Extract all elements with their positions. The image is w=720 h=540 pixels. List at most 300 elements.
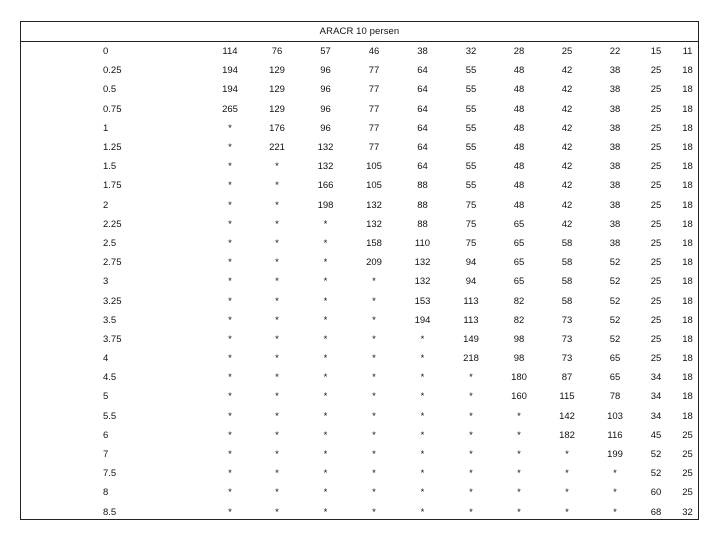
table-cell: 25 <box>650 276 662 288</box>
table-cell: 142 <box>559 410 575 422</box>
table-cell: 48 <box>513 122 525 134</box>
table-cell: 38 <box>609 142 621 154</box>
row-label: 2.75 <box>103 257 122 269</box>
table-cell: 65 <box>609 372 621 384</box>
table-cell: 25 <box>650 161 662 173</box>
table-cell: * <box>275 449 279 461</box>
table-cell: 64 <box>417 65 428 77</box>
table-cell: 45 <box>650 429 662 441</box>
table-cell: * <box>275 410 279 422</box>
table-cell: 132 <box>317 161 334 173</box>
table-cell: 105 <box>366 180 382 192</box>
table-cell: * <box>469 449 473 461</box>
table-cell: * <box>323 218 328 230</box>
row-label: 5.5 <box>103 410 117 422</box>
table-cell: 132 <box>317 142 334 154</box>
table-cell: 57 <box>320 46 331 58</box>
table-cell: 77 <box>368 142 380 154</box>
table-cell: * <box>372 276 376 288</box>
table-row <box>21 176 702 195</box>
table-cell: 180 <box>511 372 527 384</box>
table-cell: * <box>420 468 425 480</box>
row-label: 5 <box>103 391 109 403</box>
table-cell: 58 <box>561 276 573 288</box>
table-cell: * <box>372 391 376 403</box>
table-cell: 25 <box>650 295 662 307</box>
table-row <box>21 387 702 406</box>
table-cell: * <box>228 276 232 288</box>
table-cell: * <box>228 218 232 230</box>
table-cell: 58 <box>561 237 573 249</box>
table-cell: 88 <box>417 199 428 211</box>
table-row <box>21 330 702 349</box>
table-row <box>21 215 702 234</box>
table-cell: * <box>323 314 328 326</box>
row-label: 2.5 <box>103 237 117 249</box>
table-cell: 75 <box>465 218 477 230</box>
table-cell: 129 <box>269 84 285 96</box>
table-cell: 218 <box>463 353 479 365</box>
table-cell: 38 <box>609 218 621 230</box>
row-label: 3 <box>103 276 109 288</box>
table-cell: 25 <box>650 314 662 326</box>
table-cell: * <box>420 353 425 365</box>
table-cell: * <box>469 506 473 518</box>
table-cell: * <box>275 218 279 230</box>
row-label: 8.5 <box>103 506 117 518</box>
table-cell: * <box>323 487 328 499</box>
table-cell: * <box>469 487 473 499</box>
table-row <box>21 138 702 157</box>
table-cell: 18 <box>682 161 693 173</box>
table-row <box>21 426 702 445</box>
table-cell: 38 <box>609 237 621 249</box>
row-label: 0.75 <box>103 103 122 115</box>
table-cell: * <box>517 449 521 461</box>
table-cell: * <box>323 353 328 365</box>
table-cell: * <box>565 487 569 499</box>
table-row <box>21 368 702 387</box>
table-cell: 25 <box>650 142 662 154</box>
table-cell: 18 <box>682 237 693 249</box>
table-cell: 55 <box>465 122 477 134</box>
table-cell: 15 <box>650 46 662 58</box>
table-cell: * <box>323 276 328 288</box>
table-cell: 64 <box>417 161 428 173</box>
table-cell: 34 <box>650 372 662 384</box>
table-cell: * <box>517 487 521 499</box>
table-row <box>21 100 702 119</box>
table-row <box>21 349 702 368</box>
row-label: 3.75 <box>103 333 122 345</box>
table-cell: 129 <box>269 65 285 77</box>
table-cell: 149 <box>463 333 479 345</box>
table-cell: 34 <box>650 410 662 422</box>
table-cell: 129 <box>269 103 285 115</box>
table-cell: 110 <box>414 237 431 249</box>
row-label: 0.5 <box>103 84 117 96</box>
table-cell: * <box>613 506 617 518</box>
table-cell: 58 <box>561 257 573 269</box>
table-cell: * <box>469 468 473 480</box>
row-label: 6 <box>103 429 109 441</box>
table-cell: * <box>228 429 232 441</box>
table-cell: * <box>228 199 232 211</box>
table-cell: * <box>420 449 425 461</box>
table-cell: * <box>228 506 232 518</box>
table-cell: 96 <box>320 65 331 77</box>
table-cell: 73 <box>561 314 573 326</box>
table-cell: 46 <box>368 46 380 58</box>
table-cell: * <box>228 333 232 345</box>
table-cell: 64 <box>417 122 428 134</box>
table-cell: * <box>372 353 376 365</box>
table-cell: 34 <box>650 391 662 403</box>
table-cell: 55 <box>465 65 477 77</box>
table-cell: 38 <box>609 103 621 115</box>
table-cell: * <box>323 506 328 518</box>
row-label: 2 <box>103 199 109 211</box>
table-cell: 60 <box>650 487 662 499</box>
table-cell: 65 <box>513 237 525 249</box>
table-cell: * <box>228 372 232 384</box>
table-cell: * <box>228 257 232 269</box>
table-cell: * <box>275 295 279 307</box>
table-cell: * <box>372 314 376 326</box>
table-cell: 65 <box>609 353 621 365</box>
table-row <box>21 234 702 253</box>
table-cell: * <box>323 295 328 307</box>
table-cell: 48 <box>513 161 525 173</box>
table-cell: 182 <box>559 429 575 441</box>
table-cell: 77 <box>368 84 380 96</box>
row-label: 0 <box>103 46 109 58</box>
table-cell: * <box>275 180 279 192</box>
table-cell: 38 <box>609 65 621 77</box>
table-cell: * <box>613 468 617 480</box>
table-cell: * <box>420 410 425 422</box>
table-cell: * <box>420 506 425 518</box>
row-label: 4.5 <box>103 372 117 384</box>
table-cell: 18 <box>682 410 693 422</box>
table-cell: 265 <box>222 103 238 115</box>
table-cell: 153 <box>414 295 431 307</box>
table-cell: * <box>228 391 232 403</box>
table-cell: 221 <box>269 142 285 154</box>
table-row <box>21 407 702 426</box>
table-cell: * <box>275 257 279 269</box>
table-row <box>21 272 702 291</box>
table-cell: 52 <box>609 333 621 345</box>
table-cell: * <box>323 257 328 269</box>
table-cell: 55 <box>465 84 477 96</box>
table-cell: 42 <box>561 122 573 134</box>
table-cell: 52 <box>609 314 621 326</box>
table-cell: 88 <box>417 218 428 230</box>
table-cell: 96 <box>320 103 331 115</box>
table-row <box>21 311 702 330</box>
table-row <box>21 80 702 99</box>
table-cell: * <box>323 468 328 480</box>
table-cell: 18 <box>682 333 693 345</box>
row-label: 1 <box>103 122 109 134</box>
table-cell: 76 <box>271 46 283 58</box>
table-cell: * <box>372 487 376 499</box>
table-cell: 25 <box>650 65 662 77</box>
table-cell: 77 <box>368 122 380 134</box>
table-cell: * <box>323 372 328 384</box>
table-cell: 25 <box>650 122 662 134</box>
table-cell: * <box>275 161 279 173</box>
table-cell: 18 <box>682 257 693 269</box>
table-cell: 64 <box>417 142 428 154</box>
table-cell: 87 <box>561 372 573 384</box>
table-cell: 25 <box>561 46 573 58</box>
table-cell: * <box>517 410 521 422</box>
table-cell: 55 <box>465 142 477 154</box>
table-row <box>21 503 702 522</box>
table-cell: 42 <box>561 199 573 211</box>
table-cell: 52 <box>650 449 662 461</box>
table-cell: 11 <box>682 46 693 58</box>
table-cell: 32 <box>465 46 477 58</box>
table-cell: * <box>565 449 569 461</box>
table-cell: 132 <box>366 199 382 211</box>
table-cell: * <box>469 391 473 403</box>
table-cell: 52 <box>609 276 621 288</box>
table-cell: 75 <box>465 237 477 249</box>
table-cell: * <box>275 429 279 441</box>
table-cell: * <box>613 487 617 499</box>
table-row <box>21 42 702 61</box>
table-cell: 42 <box>561 161 573 173</box>
table-cell: 78 <box>609 391 621 403</box>
table-cell: * <box>565 506 569 518</box>
table-cell: * <box>228 410 232 422</box>
table-cell: 42 <box>561 84 573 96</box>
table-cell: * <box>323 449 328 461</box>
row-label: 4 <box>103 353 109 365</box>
data-table-frame <box>20 21 699 520</box>
table-cell: * <box>275 372 279 384</box>
table-cell: * <box>372 449 376 461</box>
table-cell: * <box>275 199 279 211</box>
table-cell: 98 <box>513 333 525 345</box>
table-cell: * <box>228 314 232 326</box>
table-cell: * <box>228 122 232 134</box>
table-cell: 113 <box>463 314 479 326</box>
table-cell: 48 <box>513 103 525 115</box>
table-cell: 64 <box>417 103 428 115</box>
table-row <box>21 61 702 80</box>
table-cell: 103 <box>607 410 623 422</box>
table-cell: 25 <box>650 199 662 211</box>
table-cell: 194 <box>222 65 238 77</box>
table-cell: 42 <box>561 218 573 230</box>
row-label: 0.25 <box>103 65 122 77</box>
table-cell: 38 <box>609 161 621 173</box>
table-cell: 132 <box>414 257 431 269</box>
table-cell: 114 <box>222 46 238 58</box>
table-row <box>21 157 702 176</box>
table-cell: * <box>565 468 569 480</box>
table-cell: 75 <box>465 199 477 211</box>
table-cell: 115 <box>559 391 575 403</box>
table-cell: 25 <box>650 218 662 230</box>
table-cell: 25 <box>650 180 662 192</box>
table-cell: * <box>420 333 425 345</box>
table-cell: * <box>228 449 232 461</box>
table-cell: 194 <box>222 84 238 96</box>
table-cell: * <box>420 372 425 384</box>
table-cell: 58 <box>561 295 573 307</box>
table-cell: 68 <box>650 506 662 518</box>
table-cell: 18 <box>682 218 693 230</box>
table-cell: * <box>372 372 376 384</box>
table-cell: 166 <box>317 180 334 192</box>
table-cell: 65 <box>513 276 525 288</box>
table-cell: * <box>228 468 232 480</box>
table-cell: * <box>228 180 232 192</box>
table-cell: 18 <box>682 199 693 211</box>
table-cell: * <box>228 487 232 499</box>
table-cell: 42 <box>561 103 573 115</box>
table-cell: 18 <box>682 84 693 96</box>
table-cell: 73 <box>561 333 573 345</box>
table-cell: 48 <box>513 199 525 211</box>
table-cell: 176 <box>269 122 285 134</box>
table-cell: * <box>275 237 279 249</box>
table-cell: 18 <box>682 372 693 384</box>
table-cell: 25 <box>650 333 662 345</box>
table-cell: * <box>275 487 279 499</box>
table-cell: 77 <box>368 65 380 77</box>
row-label: 7.5 <box>103 468 117 480</box>
table-cell: 38 <box>609 84 621 96</box>
table-cell: * <box>517 429 521 441</box>
table-cell: * <box>275 353 279 365</box>
table-row <box>21 119 702 138</box>
table-cell: 52 <box>609 295 621 307</box>
table-cell: 158 <box>366 237 382 249</box>
row-label: 3.5 <box>103 314 117 326</box>
table-cell: 42 <box>561 142 573 154</box>
table-cell: 82 <box>513 314 525 326</box>
table-cell: 18 <box>682 142 693 154</box>
table-cell: 132 <box>366 218 382 230</box>
table-cell: * <box>420 429 425 441</box>
table-cell: 18 <box>682 122 693 134</box>
table-cell: 25 <box>650 237 662 249</box>
table-cell: * <box>420 391 425 403</box>
table-cell: 194 <box>414 314 431 326</box>
table-cell: * <box>228 353 232 365</box>
table-cell: 199 <box>607 449 623 461</box>
table-cell: * <box>469 410 473 422</box>
table-cell: * <box>469 372 473 384</box>
table-cell: 38 <box>609 199 621 211</box>
table-cell: 77 <box>368 103 380 115</box>
table-cell: * <box>275 314 279 326</box>
table-cell: 198 <box>317 199 334 211</box>
table-cell: 25 <box>682 449 693 461</box>
table-cell: * <box>517 468 521 480</box>
table-cell: * <box>372 429 376 441</box>
table-cell: * <box>275 468 279 480</box>
table-cell: 113 <box>463 295 479 307</box>
table-cell: 48 <box>513 142 525 154</box>
table-cell: 52 <box>609 257 621 269</box>
table-cell: 96 <box>320 84 331 96</box>
table-cell: * <box>275 506 279 518</box>
table-cell: 38 <box>609 122 621 134</box>
table-cell: 22 <box>609 46 621 58</box>
table-cell: 48 <box>513 180 525 192</box>
table-cell: 94 <box>465 276 477 288</box>
row-label: 7 <box>103 449 109 461</box>
table-cell: 73 <box>561 353 573 365</box>
table-cell: 25 <box>682 487 693 499</box>
table-cell: 65 <box>513 257 525 269</box>
table-cell: 105 <box>366 161 382 173</box>
table-cell: 38 <box>417 46 428 58</box>
row-label: 1.25 <box>103 142 122 154</box>
table-cell: 28 <box>513 46 525 58</box>
table-cell: 25 <box>682 468 693 480</box>
table-cell: 18 <box>682 353 693 365</box>
table-cell: 25 <box>650 84 662 96</box>
table-cell: 82 <box>513 295 525 307</box>
row-label: 1.5 <box>103 161 117 173</box>
table-cell: 18 <box>682 295 693 307</box>
table-row <box>21 291 702 310</box>
table-cell: 116 <box>607 429 623 441</box>
table-cell: * <box>228 237 232 249</box>
table-row <box>21 483 702 502</box>
table-cell: 18 <box>682 180 693 192</box>
table-cell: 18 <box>682 314 693 326</box>
row-label: 3.25 <box>103 295 122 307</box>
table-cell: 55 <box>465 180 477 192</box>
table-cell: 65 <box>513 218 525 230</box>
table-cell: 25 <box>650 103 662 115</box>
table-cell: 32 <box>682 506 693 518</box>
table-cell: 48 <box>513 65 525 77</box>
data-table <box>21 42 702 522</box>
table-cell: * <box>228 295 232 307</box>
table-row <box>21 253 702 272</box>
table-cell: * <box>323 429 328 441</box>
table-cell: 18 <box>682 391 693 403</box>
table-cell: 38 <box>609 180 621 192</box>
table-cell: 209 <box>366 257 382 269</box>
table-cell: 160 <box>511 391 527 403</box>
table-cell: 18 <box>682 65 693 77</box>
row-label: 1.75 <box>103 180 122 192</box>
table-cell: 55 <box>465 103 477 115</box>
table-cell: 96 <box>320 122 331 134</box>
table-cell: 64 <box>417 84 428 96</box>
table-cell: * <box>420 487 425 499</box>
table-cell: * <box>323 410 328 422</box>
table-cell: 88 <box>417 180 428 192</box>
table-cell: 52 <box>650 468 662 480</box>
table-cell: * <box>275 333 279 345</box>
table-cell: 48 <box>513 84 525 96</box>
table-cell: 18 <box>682 103 693 115</box>
row-label: 2.25 <box>103 218 122 230</box>
table-cell: 132 <box>414 276 431 288</box>
